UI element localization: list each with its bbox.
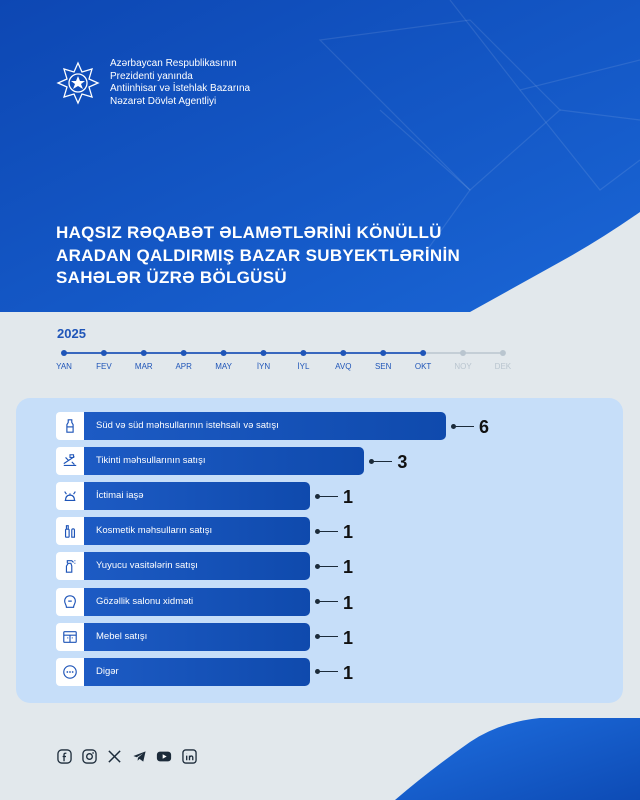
bar-value: 1	[343, 627, 354, 648]
bar	[84, 482, 310, 510]
agency-line: Azərbaycan Respublikasının	[110, 58, 237, 69]
catering-icon	[56, 482, 84, 510]
title-line: ARADAN QALDIRMIŞ BAZAR SUBYEKTLƏRİNİN	[56, 245, 461, 265]
cosmetics-icon	[56, 517, 84, 545]
connector-line	[317, 531, 338, 532]
timeline-month-label: FEV	[96, 362, 112, 371]
bar-label: Yuyucu vasitələrin satışı	[96, 560, 198, 572]
timeline-month-label: İYN	[256, 362, 271, 371]
bar-value: 3	[397, 452, 408, 473]
timeline-dot	[261, 350, 267, 356]
connector-line	[453, 426, 474, 427]
beauty-salon-icon	[56, 588, 84, 616]
timeline-month-label: SEN	[374, 362, 392, 371]
timeline-track	[56, 346, 516, 360]
social-links	[56, 748, 197, 764]
connector-line	[317, 636, 338, 637]
bar-row	[56, 623, 506, 651]
youtube-icon[interactable]	[156, 748, 172, 764]
timeline-dot	[300, 350, 306, 356]
more-dots-icon	[56, 658, 84, 686]
connector-line	[317, 496, 338, 497]
timeline-month-label: İYL	[297, 362, 310, 371]
timeline-dot	[500, 350, 506, 356]
timeline-dot	[380, 350, 386, 356]
bar	[84, 412, 446, 440]
bar	[84, 658, 310, 686]
bar-row	[56, 588, 506, 616]
bar-label: Gözəllik salonu xidməti	[96, 595, 194, 607]
agency-name	[110, 58, 250, 108]
bar-label: Tikinti məhsullarının satışı	[96, 455, 206, 467]
timeline-year: 2025	[57, 326, 86, 341]
timeline-month-label: MAR	[134, 362, 153, 371]
month-timeline	[56, 344, 516, 376]
bar-value: 1	[343, 592, 354, 613]
timeline-month-label: YAN	[56, 362, 72, 371]
timeline-dot	[101, 350, 107, 356]
connector-line	[317, 566, 338, 567]
bar-value: 1	[343, 662, 354, 683]
agency-header	[56, 58, 250, 108]
construction-tools-icon	[56, 447, 84, 475]
timeline-dot	[340, 350, 346, 356]
timeline-dot	[221, 350, 227, 356]
title-line: SAHƏLƏR ÜZRƏ BÖLGÜSÜ	[56, 268, 287, 287]
title-line: HAQSIZ RƏQABƏT ƏLAMƏTLƏRİNİ KÖNÜLLÜ	[56, 223, 442, 242]
spray-bottle-icon	[56, 552, 84, 580]
bar-label: Kosmetik məhsulların satışı	[96, 525, 213, 537]
bar-label: İctimai iaşə	[96, 490, 144, 502]
telegram-icon[interactable]	[131, 748, 147, 764]
timeline-dot	[141, 350, 147, 356]
timeline-month-label: AVQ	[335, 362, 352, 371]
bar-row	[56, 447, 506, 475]
connector-line	[317, 601, 338, 602]
azerbaijan-emblem-icon	[56, 61, 100, 105]
bar	[84, 588, 310, 616]
timeline-dot	[61, 350, 67, 356]
linkedin-icon[interactable]	[181, 748, 197, 764]
instagram-icon[interactable]	[81, 748, 97, 764]
bar	[84, 447, 364, 475]
bar	[84, 552, 310, 580]
timeline-month-label: MAY	[215, 362, 232, 371]
bar-row	[56, 517, 506, 545]
bar-label: Mebel satışı	[96, 630, 148, 642]
bar-row	[56, 412, 506, 440]
connector-line	[317, 671, 338, 672]
bar-row	[56, 482, 506, 510]
agency-line: Prezidenti yanında	[110, 70, 193, 82]
bar-value: 1	[343, 557, 354, 578]
connector-line	[371, 461, 392, 462]
agency-line: Nəzarət Dövlət Agentliyi	[110, 95, 217, 107]
milk-bottle-icon	[56, 412, 84, 440]
timeline-month-label: DEK	[494, 362, 512, 371]
bar-value: 1	[343, 487, 354, 508]
page-title	[56, 222, 526, 290]
timeline-month-label: NOY	[454, 362, 472, 371]
timeline-month-label: OKT	[414, 362, 432, 371]
bar-value: 1	[343, 522, 354, 543]
timeline-dot	[420, 350, 426, 356]
facebook-icon[interactable]	[56, 748, 72, 764]
bar-label: Süd və süd məhsullarının istehsalı və satışı	[96, 420, 279, 431]
bar-label: Digər	[96, 665, 119, 677]
timeline-month-label: APR	[175, 362, 192, 371]
bar-row	[56, 552, 506, 580]
x-icon[interactable]	[106, 748, 122, 764]
bar-row	[56, 658, 506, 686]
agency-line: Antiinhisar və İstehlak Bazarına	[110, 83, 251, 94]
timeline-dot	[460, 350, 466, 356]
bar	[84, 623, 310, 651]
bar	[84, 517, 310, 545]
bar-value: 6	[479, 417, 490, 437]
furniture-icon	[56, 623, 84, 651]
timeline-dot	[181, 350, 187, 356]
